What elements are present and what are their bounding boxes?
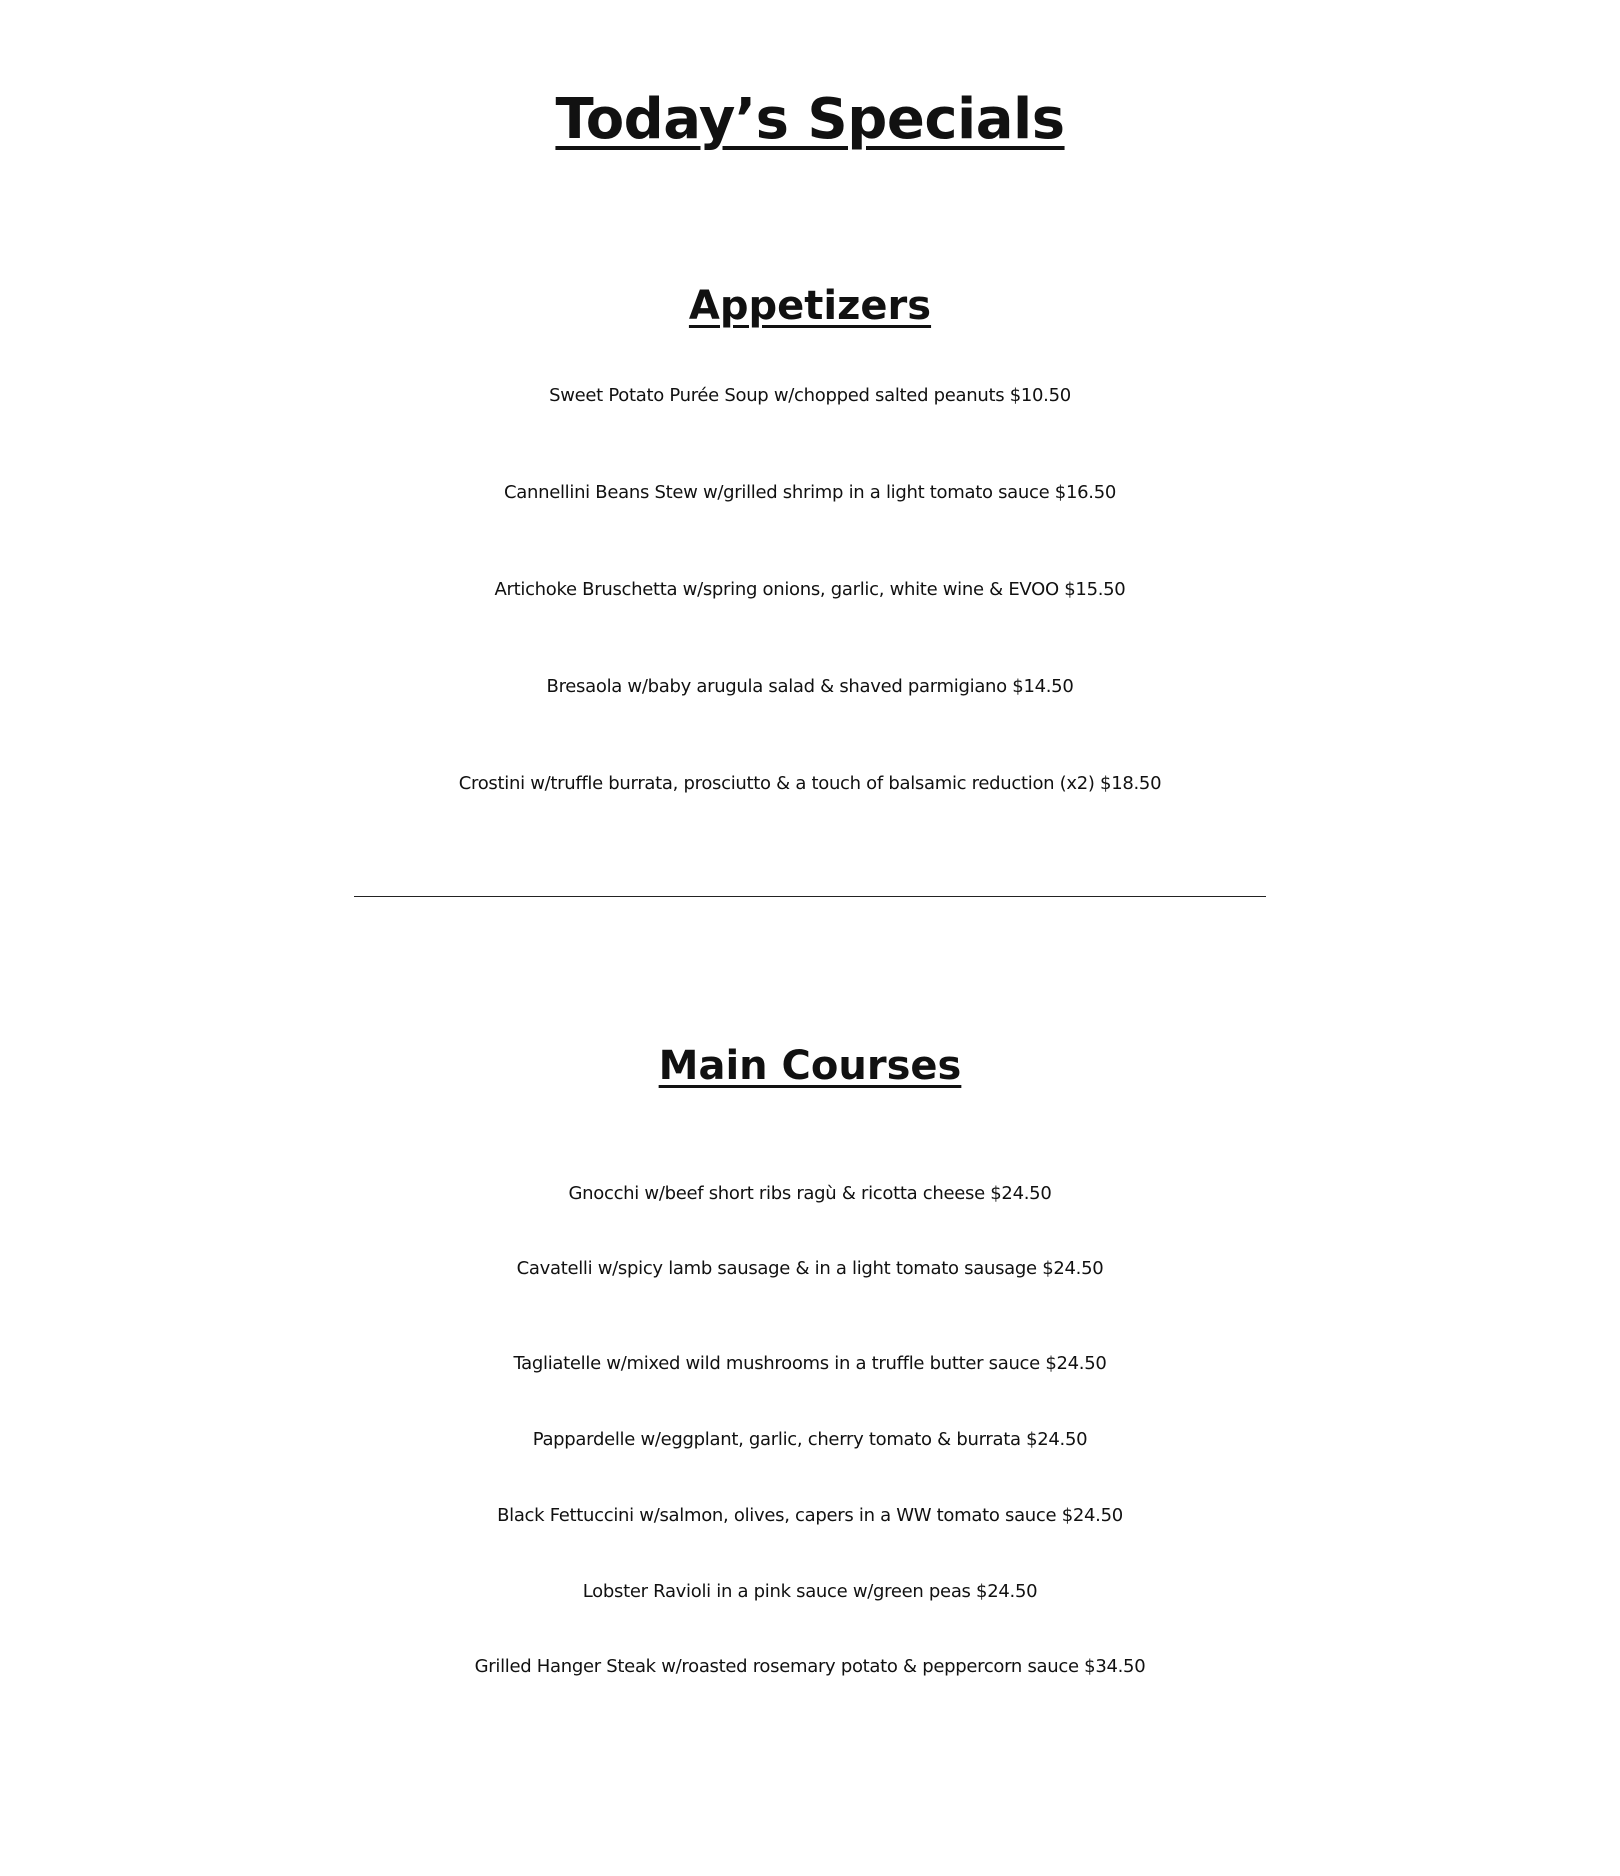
main-courses-heading <box>0 1042 1620 1090</box>
appetizer-item: Crostini w/truffle burrata, prosciutto & a touch of balsamic reduction (x2) $18.50 <box>458 773 1162 794</box>
appetizers-heading <box>0 282 1620 330</box>
appetizer-item: Artichoke Bruschetta w/spring onions, garlic, white wine & EVOO $15.50 <box>494 579 1126 600</box>
main-course-item: Black Fettuccini w/salmon, olives, capers in a WW tomato sauce $24.50 <box>497 1505 1123 1526</box>
main-course-item: Grilled Hanger Steak w/roasted rosemary potato & peppercorn sauce $34.50 <box>474 1656 1146 1677</box>
page-title-text: Today’s Specials <box>555 87 1065 152</box>
main-courses-heading-text: Main Courses <box>658 1043 962 1089</box>
appetizers-heading-text: Appetizers <box>688 283 932 329</box>
main-course-item: Cavatelli w/spicy lamb sausage & in a light tomato sausage $24.50 <box>516 1258 1104 1279</box>
section-divider <box>354 896 1266 897</box>
main-course-item: Pappardelle w/eggplant, garlic, cherry tomato & burrata $24.50 <box>532 1429 1088 1450</box>
main-course-item: Gnocchi w/beef short ribs ragù & ricotta cheese $24.50 <box>568 1183 1052 1204</box>
main-course-item: Lobster Ravioli in a pink sauce w/green peas $24.50 <box>582 1581 1038 1602</box>
main-course-item: Tagliatelle w/mixed wild mushrooms in a truffle butter sauce $24.50 <box>513 1353 1107 1374</box>
appetizer-item: Cannellini Beans Stew w/grilled shrimp in a light tomato sauce $16.50 <box>503 482 1116 503</box>
appetizer-item: Sweet Potato Purée Soup w/chopped salted peanuts $10.50 <box>549 385 1071 406</box>
appetizer-item: Bresaola w/baby arugula salad & shaved parmigiano $14.50 <box>546 676 1074 697</box>
page-title <box>0 86 1620 154</box>
